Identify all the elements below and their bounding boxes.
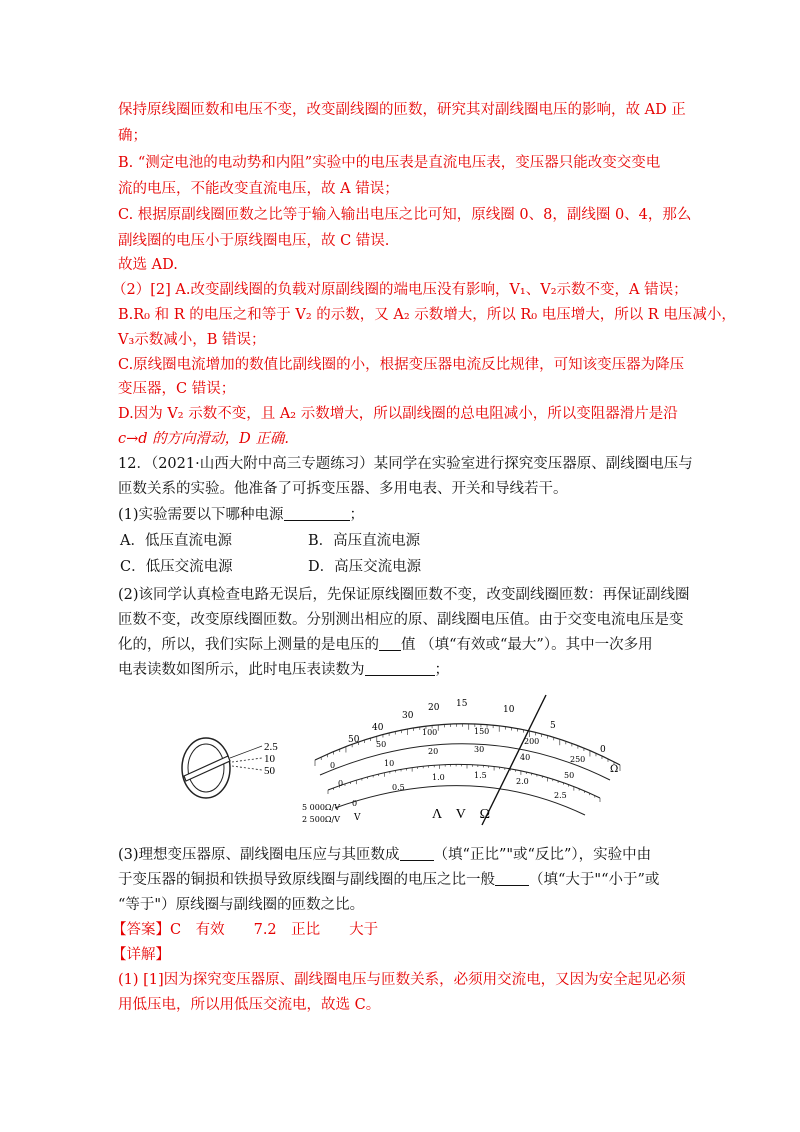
question-part-2 xyxy=(118,632,698,658)
ac-scale-label: 50 xyxy=(564,771,575,780)
explanation-line: B.R₀ 和 R 的电压之和等于 V₂ 的示数，又 A₂ 示数增大，所以 R₀ 电压增大，所以 R 电压减小， xyxy=(118,307,736,323)
low-scale-label: 0 xyxy=(352,799,358,808)
detail-label: 【详解】 xyxy=(112,947,170,963)
question-part-1 xyxy=(118,502,698,528)
selector-mark: 2.5 xyxy=(264,741,278,753)
low-scale-label: 2.5 xyxy=(554,791,567,800)
answer-blank xyxy=(365,659,435,676)
option-d: D．高压交流电源 xyxy=(308,559,422,575)
question-part-3: “等于"）原线圈与副线圈的匝数之比。 xyxy=(118,897,365,913)
option-c: C．低压交流电源 xyxy=(120,559,233,575)
question-part-3 xyxy=(118,842,698,868)
explanation-line: C. 根据原副线圈匝数之比等于输入输出电压之比可知，原线圈 0、8，副线圈 0、4，那么 xyxy=(118,207,692,223)
question-part-2: (2)该同学认真检查电路无误后，先保证原线圈匝数不变，改变副线圈匝数：再保证副线圈 xyxy=(118,587,690,603)
ohm-scale-label: 10 xyxy=(503,705,515,715)
multimeter-figure xyxy=(170,690,640,830)
dc-scale-label: 150 xyxy=(474,727,490,736)
ohm-scale-label: 30 xyxy=(402,711,414,721)
answer-blank xyxy=(284,504,350,521)
ohm-scale-label: 0 xyxy=(600,745,606,755)
ohm-scale-label: 5 xyxy=(550,721,556,731)
meter-spec: 5 000Ω/V xyxy=(302,803,341,812)
low-scale-label: 1.0 xyxy=(432,773,445,782)
ac-scale-label: 40 xyxy=(520,753,531,762)
answer-values: C 有效 7.2 正比 大于 xyxy=(170,922,379,938)
question-part-2: 匝数不变，改变原线圈匝数。分别测出相应的原、副线圈电压值。由于交变电流电压是变 xyxy=(118,612,684,628)
option-a: A．低压直流电源 xyxy=(120,533,232,549)
q3-text: (3)理想变压器原、副线圈电压应与其匝数成 xyxy=(118,847,400,863)
explanation-line: 副线圈的电压小于原线圈电压，故 C 错误. xyxy=(118,233,390,249)
explanation-line: 保持原线圈匝数和电压不变，改变副线圈的匝数，研究其对副线圈电压的影响，故 AD 正 xyxy=(118,102,686,118)
answer-label: 【答案】 xyxy=(112,922,170,938)
q3-text: 于变压器的铜损和铁损导致原线圈与副线圈的电压之比一般 xyxy=(118,872,495,888)
dc-scale-label: 0 xyxy=(330,761,336,770)
detail-line: 用低压电，所以用低压交流电，故选 C。 xyxy=(118,997,381,1013)
explanation-line: B. “测定电池的电动势和内阻”实验中的电压表是直流电压表，变压器只能改变交变电 xyxy=(118,155,661,171)
ohm-scale-label: 50 xyxy=(348,735,360,745)
question-part-2 xyxy=(118,657,698,683)
q1-end: ； xyxy=(349,507,365,523)
volt-symbol: V xyxy=(354,813,361,823)
question-stem: 匝数关系的实验。他准备了可拆变压器、多用电表、开关和导线若干。 xyxy=(118,481,568,497)
ohm-scale-label: 20 xyxy=(428,703,440,713)
q2-text: 化的，所以，我们实际上测量的是电压的 xyxy=(118,637,379,653)
selector-knob xyxy=(182,738,278,798)
meter-dial xyxy=(302,699,620,824)
explanation-line: 流的电压，不能改变直流电压，故 A 错误； xyxy=(118,181,399,197)
ohm-symbol: Ω xyxy=(610,764,619,775)
detail-line: (1) [1]因为探究变压器原、副线圈电压与匝数关系，必须用交流电，又因为安全起见必须 xyxy=(118,972,686,988)
explanation-line: V₃示数减小，B 错误； xyxy=(118,332,266,348)
q2-text: 值 （填“有效或“最大”）。其中一次多用 xyxy=(401,637,653,653)
dc-scale-label: 200 xyxy=(524,737,540,746)
explanation-line: （2）[2] A.改变副线圈的负载对原副线圈的端电压没有影响，V₁、V₂示数不变，A 错误； xyxy=(112,282,688,298)
meter-symbols: Λ V Ω xyxy=(432,807,491,822)
explanation-line: 确； xyxy=(118,128,147,144)
ac-scale-label: 0 xyxy=(338,779,344,788)
explanation-line: C.原线圈电流增加的数值比副线圈的小，根据变压器电流反比规律，可知该变压器为降压 xyxy=(118,357,685,373)
q3-text: （填“正比”"或“反比”），实验中由 xyxy=(433,847,652,863)
explanation-line: D.因为 V₂ 示数不变，且 A₂ 示数增大，所以副线圈的总电阻减小，所以变阻器滑片是沿 xyxy=(118,406,678,422)
option-b: B．高压直流电源 xyxy=(308,533,421,549)
q2-text: 电表读数如图所示，此时电压表读数为 xyxy=(118,662,365,678)
question-part-3 xyxy=(118,867,698,893)
answer-blank xyxy=(379,634,401,651)
ohm-scale-label: 15 xyxy=(456,699,468,709)
low-scale-label: 2.0 xyxy=(516,777,529,786)
ac-scale-label: 30 xyxy=(474,745,485,754)
selector-mark: 50 xyxy=(264,765,275,777)
q1-text: (1)实验需要以下哪种电源 xyxy=(118,507,284,523)
explanation-line: 故选 AD. xyxy=(118,257,178,273)
q3-text: （填“大于"“小于”或 xyxy=(529,872,660,888)
question-stem: 12．（2021·山西大附中高三专题练习）某同学在实验室进行探究变压器原、副线圈电压与 xyxy=(118,456,693,472)
answer-line xyxy=(112,917,692,943)
dc-scale-label: 100 xyxy=(422,728,438,737)
explanation-line: c→d 的方向滑动，D 正确. xyxy=(118,431,290,447)
low-scale-label: 1.5 xyxy=(474,771,487,780)
answer-blank xyxy=(495,869,529,886)
dc-scale-label: 250 xyxy=(570,755,586,764)
q2-end: ； xyxy=(434,662,449,678)
dc-scale-label: 50 xyxy=(376,740,387,749)
low-scale-label: 0.5 xyxy=(392,783,405,792)
explanation-line: 变压器，C 错误； xyxy=(118,381,236,397)
answer-blank xyxy=(400,844,434,861)
ohm-scale-label: 40 xyxy=(372,723,384,733)
ac-scale-label: 20 xyxy=(428,747,439,756)
meter-spec: 2 500Ω/V xyxy=(302,815,341,824)
ac-scale-label: 10 xyxy=(384,759,395,768)
selector-mark: 10 xyxy=(264,753,275,765)
